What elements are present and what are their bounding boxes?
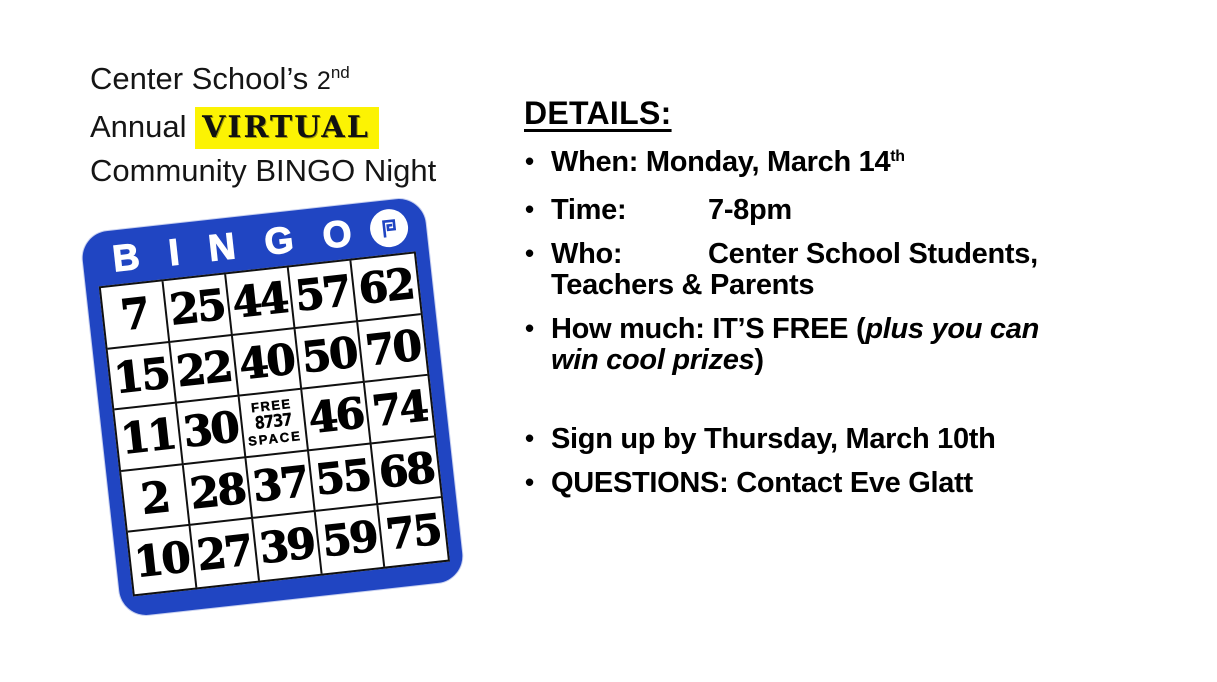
bullet-icon: • — [525, 238, 534, 268]
free-space-bottom: SPACE — [247, 428, 303, 450]
how-much-italic-1: plus you can — [865, 313, 1039, 345]
bullet-icon: • — [525, 146, 534, 176]
time-value: 7-8pm — [708, 194, 792, 226]
free-space-serial: 8737 — [253, 410, 293, 435]
title-line1-number: 2 — [316, 67, 331, 95]
bullet-item-questions — [524, 468, 1196, 499]
bingo-cell: 7 — [101, 281, 170, 349]
title-line1-ordinal: nd — [330, 63, 350, 83]
bingo-letter-b: B — [110, 235, 142, 280]
bingo-cell: 11 — [114, 403, 183, 471]
bingo-card — [80, 196, 465, 618]
title-line-2 — [90, 105, 436, 149]
bingo-brand-logo-icon — [368, 207, 410, 249]
how-much-lead: How much: IT’S FREE ( — [551, 313, 866, 345]
bingo-cell: 22 — [170, 335, 239, 403]
bingo-letter-i: I — [166, 230, 182, 273]
bingo-cell: 27 — [191, 519, 260, 587]
bingo-cell: 50 — [296, 322, 365, 390]
bingo-letter-g: G — [262, 218, 296, 263]
virtual-highlight: VIRTUAL — [195, 107, 379, 149]
title-line-3: Community BINGO Night — [90, 153, 437, 188]
bingo-cell: 55 — [309, 444, 378, 512]
sign-up-text: Sign up by Thursday, March 10th — [551, 423, 996, 455]
bingo-grid-wrap — [99, 251, 450, 596]
bullet-item-when — [524, 147, 1196, 182]
details-list — [524, 147, 1196, 499]
bullet-icon: • — [525, 313, 534, 343]
bullet-icon: • — [525, 467, 534, 497]
bingo-cell: 40 — [233, 328, 302, 396]
free-space-cell — [240, 390, 309, 458]
bingo-cell: 37 — [246, 451, 315, 519]
how-much-italic-2: win cool prizes — [551, 344, 755, 376]
bingo-cell: 62 — [351, 254, 420, 322]
title-line1-text: Center School’s — [90, 61, 309, 96]
bingo-cell: 57 — [289, 260, 358, 328]
bingo-letter-o: O — [320, 211, 354, 256]
bingo-cell: 75 — [383, 504, 443, 560]
title-line2-prefix: Annual — [90, 109, 187, 144]
when-text: When: Monday, March 14 — [551, 146, 891, 178]
bullet-item-sign-up — [524, 424, 1196, 455]
time-label: Time: — [551, 194, 627, 226]
bingo-cell: 25 — [164, 274, 233, 342]
bingo-cell: 30 — [177, 397, 246, 465]
bingo-cell: 10 — [128, 526, 197, 594]
bingo-cell: 74 — [365, 376, 434, 444]
who-wrap-line: Teachers & Parents — [551, 269, 815, 301]
bullet-item-time — [524, 195, 1196, 226]
free-space-top: FREE — [250, 396, 293, 416]
bingo-cell: 68 — [372, 437, 441, 505]
bingo-cell: 44 — [226, 267, 295, 335]
who-value: Center School Students, — [708, 238, 1038, 270]
bingo-cell: 59 — [316, 505, 385, 573]
when-ordinal: th — [890, 148, 905, 166]
bingo-cell: 39 — [253, 512, 322, 580]
bullet-item-who — [524, 239, 1196, 301]
bullet-icon: • — [525, 194, 534, 224]
bingo-cell: 28 — [184, 458, 253, 526]
bingo-cell: 46 — [302, 383, 371, 451]
details-section — [524, 95, 1196, 512]
bingo-cell: 70 — [358, 315, 427, 383]
bingo-cell: 2 — [121, 465, 190, 533]
questions-text: QUESTIONS: Contact Eve Glatt — [551, 467, 973, 499]
how-much-close: ) — [754, 344, 764, 376]
bingo-grid — [99, 251, 450, 596]
details-heading: DETAILS: — [524, 95, 672, 131]
bingo-letter-n: N — [206, 224, 238, 269]
title-line-1 — [90, 57, 436, 105]
bullet-icon: • — [525, 423, 534, 453]
who-label: Who: — [551, 238, 623, 270]
bingo-cell: 15 — [108, 342, 177, 410]
bullet-item-how-much — [524, 314, 1196, 376]
slide-title — [90, 57, 436, 192]
